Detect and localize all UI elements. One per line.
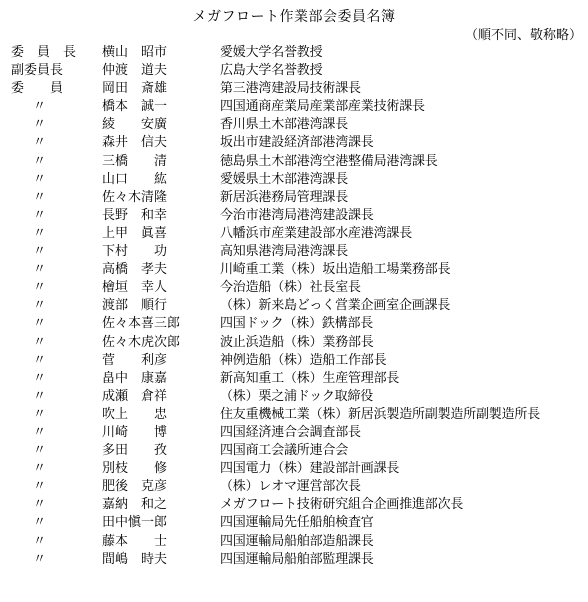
member-row <box>0 80 588 98</box>
member-name: 川崎 博 <box>102 424 168 440</box>
member-role: 〃 <box>33 497 47 513</box>
member-role: 〃 <box>33 244 47 260</box>
member-name: 渡部 順行 <box>102 298 168 314</box>
member-role: 〃 <box>33 99 47 115</box>
member-role: 〃 <box>33 117 47 133</box>
member-name: 上甲 眞喜 <box>102 225 168 241</box>
member-affiliation: メガフロート技術研究組合企画推進部次長 <box>220 497 464 513</box>
member-row <box>0 225 588 243</box>
member-name: 田中愼一郎 <box>102 515 168 531</box>
member-affiliation: 坂出市建設経済部港湾課長 <box>220 135 374 151</box>
member-name: 間嶋 時夫 <box>102 551 168 567</box>
member-row <box>0 514 588 532</box>
member-row <box>0 478 588 496</box>
member-role: 〃 <box>33 406 47 422</box>
member-row <box>0 424 588 442</box>
member-role: 副委員長 <box>11 63 64 79</box>
member-affiliation: 高知県港湾局港湾課長 <box>220 244 349 260</box>
member-row <box>0 189 588 207</box>
member-row <box>0 153 588 171</box>
member-row <box>0 98 588 116</box>
member-name: 岡田 斎雄 <box>102 81 168 97</box>
member-affiliation: 四国商工会議所連合会 <box>220 443 349 459</box>
member-role: 〃 <box>33 189 47 205</box>
member-role: 〃 <box>33 334 47 350</box>
member-role: 〃 <box>33 388 47 404</box>
member-row <box>0 62 588 80</box>
member-role: 〃 <box>33 262 47 278</box>
member-name: 吹上 忠 <box>102 406 168 422</box>
member-affiliation: 神例造船（株）造船工作部長 <box>220 352 387 368</box>
member-affiliation: 四国運輸局船舶部監理課長 <box>220 551 374 567</box>
member-affiliation: 四国経済連合会調査部長 <box>220 424 361 440</box>
member-list <box>0 44 588 569</box>
member-row <box>0 460 588 478</box>
member-role: 〃 <box>33 551 47 567</box>
member-name: 畠中 康嘉 <box>102 370 168 386</box>
member-role: 〃 <box>33 479 47 495</box>
document-title: メガフロート作業部会委員名簿 <box>192 9 396 25</box>
member-affiliation: 新居浜港務局管理課長 <box>220 189 349 205</box>
member-row <box>0 207 588 225</box>
member-row <box>0 352 588 370</box>
member-role: 〃 <box>33 207 47 223</box>
member-row <box>0 44 588 62</box>
member-role: 〃 <box>33 225 47 241</box>
member-role: 〃 <box>33 135 47 151</box>
member-row <box>0 297 588 315</box>
member-name: 肥後 克彦 <box>102 479 168 495</box>
member-role: 委 員 長 <box>11 45 77 60</box>
member-affiliation: 今治造船（株）社長室長 <box>220 280 361 296</box>
member-name: 三橋 清 <box>102 153 168 169</box>
member-row <box>0 388 588 406</box>
member-affiliation: 波止浜造船（株）業務部長 <box>220 334 374 350</box>
member-role: 委 員 <box>11 81 64 97</box>
member-affiliation: 住友重機械工業（株）新居浜製造所副製造所副製造所長 <box>220 406 541 422</box>
member-affiliation: 川崎重工業（株）坂出造船工場業務部長 <box>220 262 451 278</box>
member-affiliation: 八幡浜市産業建設部水産港湾課長 <box>220 225 413 241</box>
member-affiliation: 四国ドック（株）鉄構部長 <box>220 316 374 332</box>
member-affiliation: 四国電力（株）建設部計画課長 <box>220 461 400 477</box>
member-name: 別枝 修 <box>102 461 168 477</box>
member-role: 〃 <box>33 171 47 187</box>
member-row <box>0 116 588 134</box>
member-row <box>0 442 588 460</box>
member-row <box>0 533 588 551</box>
member-name: 佐々本喜三郎 <box>102 316 181 332</box>
member-affiliation: 香川県土木部港湾課長 <box>220 117 349 133</box>
member-role: 〃 <box>33 515 47 531</box>
member-name: 長野 和幸 <box>102 207 168 223</box>
member-name: 山口 紘 <box>102 171 168 187</box>
member-role: 〃 <box>33 298 47 314</box>
member-name: 綾 安廣 <box>102 117 168 133</box>
member-name: 高橋 孝夫 <box>102 262 168 278</box>
member-name: 嘉納 和之 <box>102 497 168 513</box>
member-name: 藤本 士 <box>102 533 168 549</box>
member-row <box>0 551 588 569</box>
member-affiliation: （株）新来島どっく営業企画室企画課長 <box>220 298 451 314</box>
member-role: 〃 <box>33 352 47 368</box>
member-affiliation: 新高知重工（株）生産管理部長 <box>220 370 400 386</box>
member-row <box>0 261 588 279</box>
member-name: 佐々木虎次郎 <box>102 334 181 350</box>
member-affiliation: 第三港湾建設局技術課長 <box>220 81 361 97</box>
member-affiliation: 四国運輸局船舶部造船課長 <box>220 533 374 549</box>
member-affiliation: （株）栗之浦ドック取締役 <box>220 388 374 404</box>
member-row <box>0 315 588 333</box>
member-role: 〃 <box>33 280 47 296</box>
member-affiliation: 徳島県土木部港湾空港整備局港湾課長 <box>220 153 438 169</box>
member-role: 〃 <box>33 461 47 477</box>
member-role: 〃 <box>33 370 47 386</box>
member-affiliation: 愛媛大学名誉教授 <box>220 45 323 60</box>
order-note: （順不同、敬称略） <box>464 28 582 43</box>
member-name: 下村 功 <box>102 244 168 260</box>
member-row <box>0 370 588 388</box>
member-row <box>0 134 588 152</box>
member-name: 横山 昭市 <box>102 45 168 60</box>
member-name: 檜垣 幸人 <box>102 280 168 296</box>
member-name: 佐々木清隆 <box>102 189 168 205</box>
member-affiliation: 広島大学名誉教授 <box>220 63 323 79</box>
member-name: 仲渡 道夫 <box>102 63 168 79</box>
member-name: 森井 信夫 <box>102 135 168 151</box>
member-role: 〃 <box>33 424 47 440</box>
member-affiliation: 四国運輸局先任船舶検査官 <box>220 515 374 531</box>
member-row <box>0 406 588 424</box>
member-role: 〃 <box>33 533 47 549</box>
member-role: 〃 <box>33 316 47 332</box>
member-row <box>0 171 588 189</box>
member-affiliation: （株）レオマ運営部次長 <box>220 479 361 495</box>
member-row <box>0 496 588 514</box>
member-role: 〃 <box>33 153 47 169</box>
member-name: 菅 利彦 <box>102 352 168 368</box>
member-affiliation: 愛媛県土木部港湾課長 <box>220 171 349 187</box>
member-name: 橋本 誠一 <box>102 99 168 115</box>
member-row <box>0 243 588 261</box>
member-name: 成瀬 倉祥 <box>102 388 168 404</box>
member-row <box>0 279 588 297</box>
member-role: 〃 <box>33 443 47 459</box>
member-row <box>0 334 588 352</box>
member-name: 多田 孜 <box>102 443 168 459</box>
member-affiliation: 四国通商産業局産業部産業技術課長 <box>220 99 425 115</box>
member-affiliation: 今治市港湾局港湾建設課長 <box>220 207 374 223</box>
